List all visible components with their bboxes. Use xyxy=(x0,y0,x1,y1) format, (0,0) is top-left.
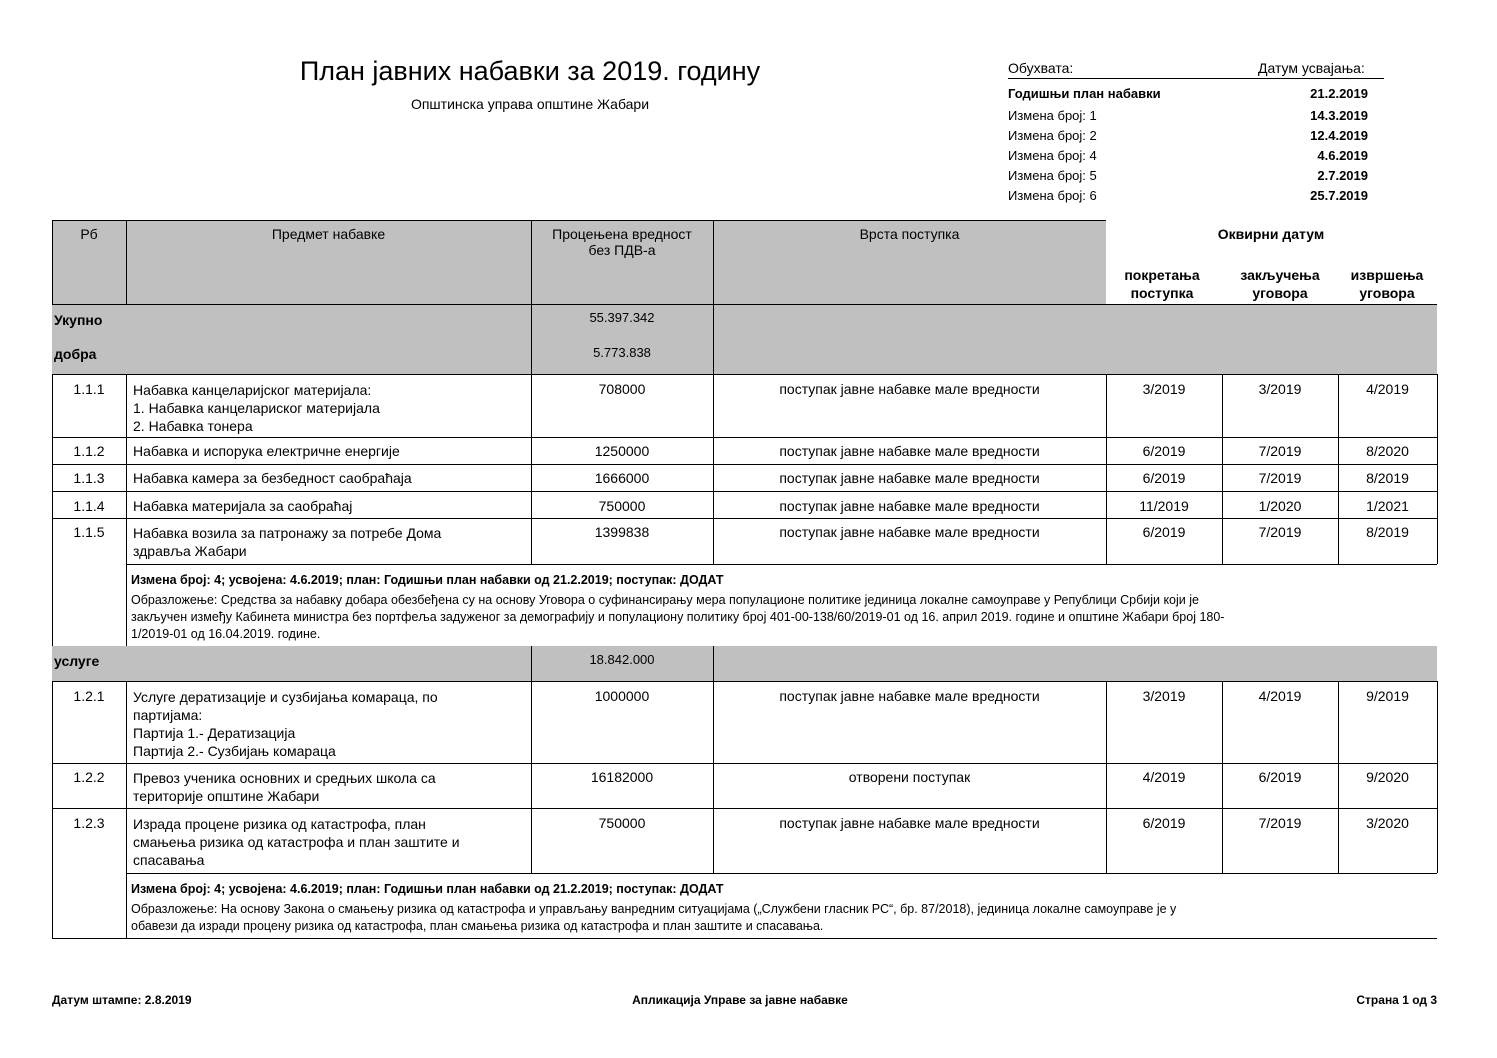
header-start: покретања поступка xyxy=(1124,267,1200,301)
rule xyxy=(52,763,1437,764)
row-procedure: поступак јавне набавке мале вредности xyxy=(779,524,1040,540)
amendment-row xyxy=(1008,86,1368,104)
coverage-label: Обухвата: xyxy=(1008,60,1074,76)
header-conclusion: закључења уговора xyxy=(1240,267,1320,301)
row-conclusion: 7/2019 xyxy=(1258,524,1302,540)
row-conclusion: 6/2019 xyxy=(1258,769,1302,785)
row-execution: 4/2019 xyxy=(1366,381,1409,397)
rule xyxy=(52,938,1437,939)
row-value: 750000 xyxy=(598,815,646,831)
row-subject xyxy=(133,815,460,869)
row-subject xyxy=(133,524,441,560)
row-start: 11/2019 xyxy=(1139,498,1189,514)
row-start: 6/2019 xyxy=(1142,470,1186,486)
subject-line: Услуге дератизације и сузбијања комараца, по xyxy=(133,689,438,705)
amendment-label: Измена број: 1 xyxy=(1008,108,1097,123)
services-label: услуге xyxy=(54,653,100,669)
amendment-row xyxy=(1008,108,1368,126)
row-conclusion: 3/2019 xyxy=(1258,381,1302,397)
row-conclusion: 7/2019 xyxy=(1258,470,1302,486)
total-row-bg xyxy=(52,304,1437,339)
row-conclusion: 7/2019 xyxy=(1258,815,1302,831)
amendment-date: 21.2.2019 xyxy=(1310,86,1368,101)
note-line: 1/2019-01 од 16.04.2019. године. xyxy=(131,627,321,641)
row-execution: 9/2020 xyxy=(1366,769,1409,785)
total-label: Укупно xyxy=(54,312,103,328)
row-conclusion: 4/2019 xyxy=(1258,688,1302,704)
row-subject xyxy=(133,688,438,760)
rule xyxy=(52,374,1437,375)
amendment-date: 12.4.2019 xyxy=(1310,128,1368,143)
rule xyxy=(126,873,1437,874)
amendment-date: 4.6.2019 xyxy=(1317,148,1368,163)
row-num: 1.1.4 xyxy=(73,498,105,514)
subject-line: смањења ризика од катастрофа и план заштите и xyxy=(133,834,460,850)
footer-app: Апликација Управе за јавне набавке xyxy=(632,993,848,1007)
row-procedure: отворени поступак xyxy=(848,769,971,785)
goods-label: добра xyxy=(54,346,97,362)
note-head: Измена број: 4; усвојена: 4.6.2019; план: Годишњи план набавки од 21.2.2019; поступак: ДОДАТ xyxy=(131,882,724,896)
row-procedure: поступак јавне набавке мале вредности xyxy=(779,688,1040,704)
row-start: 6/2019 xyxy=(1142,815,1186,831)
subject-line: 2. Набавка тонера xyxy=(133,418,253,434)
goods-row-bg xyxy=(52,339,1437,374)
row-start: 3/2019 xyxy=(1142,381,1186,397)
rule xyxy=(52,220,53,304)
row-value: 1399838 xyxy=(594,524,650,540)
row-num: 1.1.5 xyxy=(73,524,105,540)
header-value: Процењена вредност без ПДВ-а xyxy=(531,220,713,304)
row-procedure: поступак јавне набавке мале вредности xyxy=(779,498,1040,514)
rule xyxy=(126,681,127,938)
rule xyxy=(52,491,1437,492)
header-num: Рб xyxy=(52,220,126,304)
amendment-label: Измена број: 6 xyxy=(1008,188,1097,203)
row-num: 1.1.2 xyxy=(73,443,105,459)
rule xyxy=(1437,374,1438,564)
row-procedure: поступак јавне набавке мале вредности xyxy=(779,381,1040,397)
subject-line: спасавања xyxy=(133,852,205,868)
amendment-row xyxy=(1008,188,1368,206)
amendment-label: Измена број: 4 xyxy=(1008,148,1097,163)
amendments-header-rule xyxy=(1008,78,1384,79)
amendment-note xyxy=(131,572,1431,643)
rule xyxy=(52,808,1437,809)
row-execution: 8/2019 xyxy=(1366,524,1409,540)
row-subject: Набавка и испорука електричне енергије xyxy=(133,443,400,459)
amendment-note xyxy=(131,881,1431,935)
row-execution: 3/2020 xyxy=(1366,815,1409,831)
page-number: Страна 1 од 3 xyxy=(1356,993,1437,1007)
amendment-row xyxy=(1008,128,1368,146)
goods-value: 5.773.838 xyxy=(593,345,651,360)
row-execution: 8/2019 xyxy=(1366,470,1409,486)
rule xyxy=(52,518,1437,519)
rule xyxy=(126,564,1437,565)
amendment-label: Измена број: 5 xyxy=(1008,168,1097,183)
print-date: Датум штампе: 2.8.2019 xyxy=(52,993,192,1007)
subject-line: територије општине Жабари xyxy=(133,788,320,804)
subject-line: Партија 2.- Сузбијањ комараца xyxy=(133,743,336,759)
row-procedure: поступак јавне набавке мале вредности xyxy=(779,443,1040,459)
note-line: Образложење: Средства за набавку добара обезбеђена су на основу Уговора о суфинансирању мера популационе политике јединица локалне самоуправе у Републици Србији који је xyxy=(131,593,1199,607)
row-subject: Набавка камера за безбедност саобраћаја xyxy=(133,470,412,486)
rule xyxy=(126,374,127,646)
page-title: План јавних набавки за 2019. годину xyxy=(299,56,761,86)
total-value: 55.397.342 xyxy=(589,310,655,325)
amendment-date: 25.7.2019 xyxy=(1310,188,1368,203)
row-execution: 9/2019 xyxy=(1366,688,1409,704)
row-subject xyxy=(133,381,380,435)
subject-line: Израда процене ризика од катастрофа, план xyxy=(133,816,426,832)
row-procedure: поступак јавне набавке мале вредности xyxy=(779,815,1040,831)
header-subject: Предмет набавке xyxy=(126,220,531,304)
row-subject: Набавка материјала за саобраћај xyxy=(133,498,353,514)
note-head: Измена број: 4; усвојена: 4.6.2019; план: Годишњи план набавки од 21.2.2019; поступак: ДОДАТ xyxy=(131,573,724,587)
row-num: 1.1.1 xyxy=(73,381,105,397)
amendment-row xyxy=(1008,168,1368,186)
rule xyxy=(126,220,127,304)
rule xyxy=(52,464,1437,465)
subject-line: здравља Жабари xyxy=(133,543,247,559)
adoption-date-label: Датум усвајања: xyxy=(1258,60,1365,76)
row-num: 1.2.2 xyxy=(73,769,105,785)
services-value: 18.842.000 xyxy=(589,652,655,667)
rule xyxy=(713,646,714,681)
row-conclusion: 1/2020 xyxy=(1258,498,1302,514)
row-subject xyxy=(133,769,436,805)
rule xyxy=(52,304,1437,305)
amendment-label: Годишњи план набавки xyxy=(1008,86,1161,101)
note-line: Образложење: На основу Закона о смањењу ризика од катастрофа и управљању ванредним ситуацијама („Службени гласник РС“, бр. 87/2018), јединица локалне самоуправе је у xyxy=(131,902,1177,916)
subject-line: Набавка возила за патронажу за потребе Дома xyxy=(133,525,442,541)
rule xyxy=(52,681,53,938)
rule xyxy=(531,339,532,374)
row-num: 1.2.1 xyxy=(73,688,105,704)
row-start: 6/2019 xyxy=(1142,443,1186,459)
rule xyxy=(713,220,714,304)
rule xyxy=(52,220,1106,221)
header-frame-date: Оквирни датум xyxy=(1217,226,1325,242)
subject-line: Набавка канцеларијског материјала: xyxy=(133,382,372,398)
row-value: 16182000 xyxy=(590,769,654,785)
row-conclusion: 7/2019 xyxy=(1258,443,1302,459)
row-value: 750000 xyxy=(598,498,646,514)
subject-line: 1. Набавка канцелариског материјала xyxy=(133,400,380,416)
row-execution: 8/2020 xyxy=(1366,443,1409,459)
row-start: 6/2019 xyxy=(1142,524,1186,540)
row-value: 1250000 xyxy=(594,443,650,459)
rule xyxy=(531,646,532,681)
row-value: 1000000 xyxy=(594,688,650,704)
rule xyxy=(52,437,1437,438)
row-value: 1666000 xyxy=(594,470,650,486)
row-procedure: поступак јавне набавке мале вредности xyxy=(779,470,1040,486)
row-num: 1.2.3 xyxy=(73,815,105,831)
row-start: 4/2019 xyxy=(1142,769,1186,785)
amendment-date: 14.3.2019 xyxy=(1310,108,1368,123)
note-line: закључен између Кабинета министра без портфеља задуженог за демографију и популациону политику број 401-00-138/60/2019-01 од 16. април 2019. године и општине Жабари број 180- xyxy=(131,610,1225,624)
row-execution: 1/2021 xyxy=(1366,498,1409,514)
row-num: 1.1.3 xyxy=(73,470,105,486)
header-procedure: Врста поступка xyxy=(713,220,1106,304)
subject-line: партијама: xyxy=(133,707,203,723)
amendment-date: 2.7.2019 xyxy=(1317,168,1368,183)
amendment-label: Измена број: 2 xyxy=(1008,128,1097,143)
row-value: 708000 xyxy=(598,381,646,397)
rule xyxy=(531,220,532,304)
note-line: обавези да изради процену ризика од катастрофа, план смањења ризика од катастрофа и план заштите и спасавања. xyxy=(131,919,824,933)
rule xyxy=(52,681,1437,682)
header-execution: извршења уговора xyxy=(1350,267,1424,301)
row-start: 3/2019 xyxy=(1142,688,1186,704)
rule xyxy=(713,339,714,374)
services-row-bg xyxy=(52,646,1437,681)
amendment-row xyxy=(1008,148,1368,166)
rule xyxy=(1437,681,1438,873)
subject-line: Превоз ученика основних и средњих школа са xyxy=(133,770,436,786)
subject-line: Партија 1.- Дератизација xyxy=(133,725,296,741)
page-subtitle: Општинска управа општине Жабари xyxy=(410,96,650,112)
